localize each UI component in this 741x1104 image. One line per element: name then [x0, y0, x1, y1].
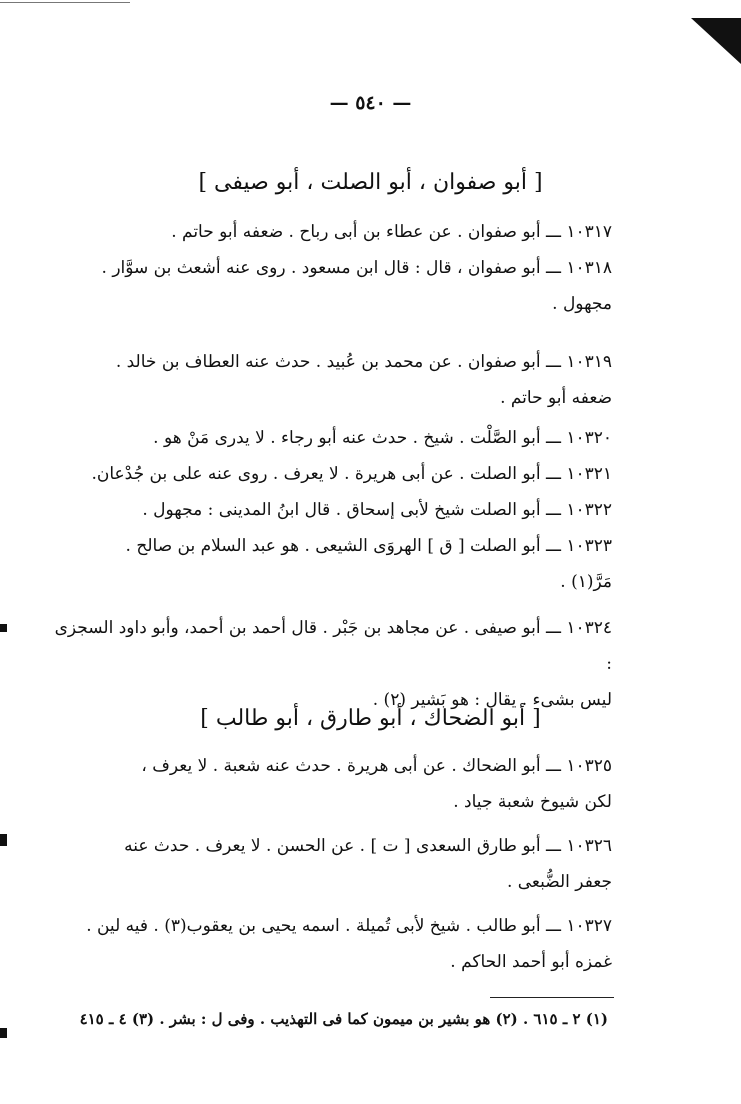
entry-line: جعفر الضُّبعى . — [506, 872, 612, 892]
entry-line: ١٠٣٢٢ ـــ أبو الصلت شيخ لأبى إسحاق . قال ابنُ المدينى : مجهول . — [142, 500, 612, 520]
section-heading-1: [ أبو صفوان ، أبو الصلت ، أبو صيفى ] — [198, 170, 543, 195]
top-edge-rule — [0, 2, 130, 3]
entry-line: ١٠٣١٨ ـــ أبو صفوان ، قال : قال ابن مسعود . روى عنه أشعث بن سوَّار . — [101, 258, 612, 278]
entry-line: ضعفه أبو حاتم . — [500, 388, 612, 408]
entry-line: ١٠٣٢٤ ـــ أبو صيفى . عن مجاهد بن جَبْر . قال أحمد بن أحمد، وأبو داود السجزى : — [54, 618, 612, 674]
entries-block-1 — [52, 214, 612, 718]
footnote: (١) ٢ ـ ٦١٥ . (٢) هو بشير بن ميمون كما فى التهذيب . وفى ل : بشر . (٣) ٤ ـ ٤١٥ — [79, 1010, 608, 1028]
entry-line: ١٠٣٢٧ ـــ أبو طالب . شيخ لأبى تُميلة . اسمه يحيى بن يعقوب(٣) . فيه لين . — [86, 916, 612, 936]
entry-line: ١٠٣١٩ ـــ أبو صفوان . عن محمد بن عُبيد . حدث عنه العطاف بن خالد . — [115, 352, 612, 372]
left-edge-mark — [0, 834, 7, 846]
entry-line: ليس بشىء . يقال : هو بَشير (٢) . — [372, 690, 612, 710]
entry-line: ١٠٣٢٦ ـــ أبو طارق السعدى [ ت ] . عن الحسن . لا يعرف . حدث عنه — [124, 836, 612, 856]
footnote-separator — [490, 997, 614, 998]
section-heading-2: [ أبو الضحاك ، أبو طارق ، أبو طالب ] — [200, 706, 541, 731]
entry-line: مجهول . — [552, 294, 612, 314]
page-number: — ٥٤٠ — — [329, 92, 412, 114]
entry-line: ١٠٣١٧ ـــ أبو صفوان . عن عطاء بن أبى رباح . ضعفه أبو حاتم . — [171, 222, 612, 242]
corner-fold-mark — [691, 18, 741, 64]
entries-block-2 — [52, 748, 612, 980]
entry-line: ١٠٣٢٣ ـــ أبو الصلت [ ق ] الهروَى الشيعى . هو عبد السلام بن صالح . — [125, 536, 612, 556]
left-edge-mark — [0, 624, 7, 632]
entry-line: ١٠٣٢٠ ـــ أبو الصَّلْت . شيخ . حدث عنه أبو رجاء . لا يدرى مَنْ هو . — [153, 428, 612, 448]
entry-line: غمزه أبو أحمد الحاكم . — [450, 952, 612, 972]
entry-line: لكن شيوخ شعبة جياد . — [453, 792, 612, 812]
entry-line: مَرَّ(١) . — [560, 572, 612, 592]
entry-line: ١٠٣٢١ ـــ أبو الصلت . عن أبى هريرة . لا يعرف . روى عنه على بن جُدْعان. — [91, 464, 612, 484]
left-edge-mark — [0, 1028, 7, 1038]
entry-line: ١٠٣٢٥ ـــ أبو الضحاك . عن أبى هريرة . حدث عنه شعبة . لا يعرف ، — [141, 756, 612, 776]
